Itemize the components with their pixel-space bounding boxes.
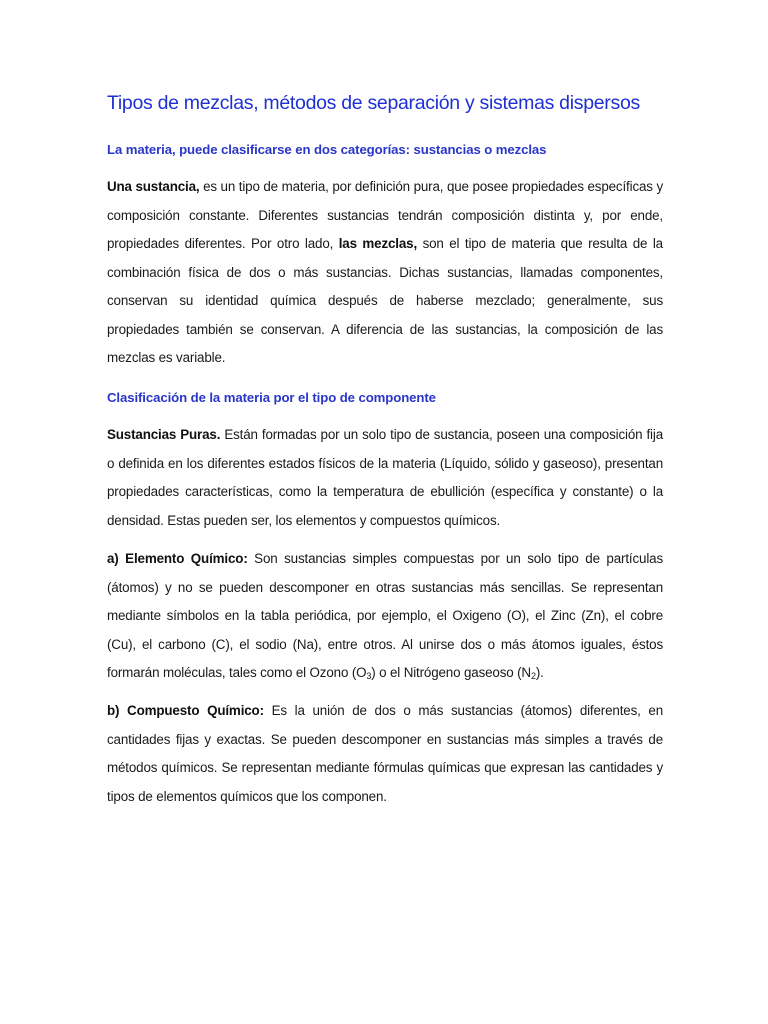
section-heading-classification: Clasificación de la materia por el tipo de componente xyxy=(107,390,436,405)
paragraph-compuesto-quimico: b) Compuesto Químico: Es la unión de dos o más sustancias (átomos) diferentes, en cantidades fijas y exactas. Se pueden descomponer en sustancias más simples a través de métodos químicos. Se representan mediante fórmulas químicas que expresan las cantidades y tipos de elementos químicos que los componen. xyxy=(107,703,664,804)
term-las-mezclas: las mezclas, xyxy=(338,236,418,251)
section-heading-categories: La materia, puede clasificarse en dos categorías: sustancias o mezclas xyxy=(107,142,547,157)
paragraph-sustancias-puras: Sustancias Puras. Están formadas por un solo tipo de sustancia, poseen una composición fija o definida en los diferentes estados físicos de la materia (Líquido, sólido y gaseoso), presentan propiedades características, como la temperatura de ebullición (específica y constante) o la densidad. Estas pueden ser, los elementos y compuestos químicos. xyxy=(107,427,663,528)
term-una-sustancia: Una sustancia, xyxy=(107,179,200,194)
term-compuesto-quimico: b) Compuesto Químico: xyxy=(107,703,264,718)
paragraph-sustancia-mezclas: Una sustancia, es un tipo de materia, por definición pura, que posee propiedades específicas y composición constante. Diferentes sustancias tendrán composición distinta y, por ende, propiedades diferentes. Por otro lado, las mezclas, son el tipo de materia que resulta de la combinación física de dos o más sustancias. Dichas sustancias, llamadas componentes, conservan su identidad química después de haberse mezclado; generalmente, sus propiedades también se conservan. A diferencia de las sustancias, la composición de las mezclas es variable. xyxy=(107,179,663,365)
paragraph-elemento-quimico: a) Elemento Químico: Son sustancias simples compuestas por un solo tipo de partículas (átomos) y no se pueden descomponer en otras sustancias más sencillas. Se representan mediante símbolos en la tabla periódica, por ejemplo, el Oxigeno (O), el Zinc (Zn), el cobre (Cu), el carbono (C), el sodio (Na), entre otros. Al unirse dos o más átomos iguales, éstos formarán moléculas, tales como el Ozono $(O_3)$ o el Nitrógeno gaseoso $(N_2)$. xyxy=(107,551,663,681)
term-elemento-quimico: a) Elemento Químico: xyxy=(107,551,248,566)
term-sustancias-puras: Sustancias Puras. xyxy=(107,427,221,442)
document-title: Tipos de mezclas, métodos de separación y sistemas dispersos xyxy=(107,92,640,114)
